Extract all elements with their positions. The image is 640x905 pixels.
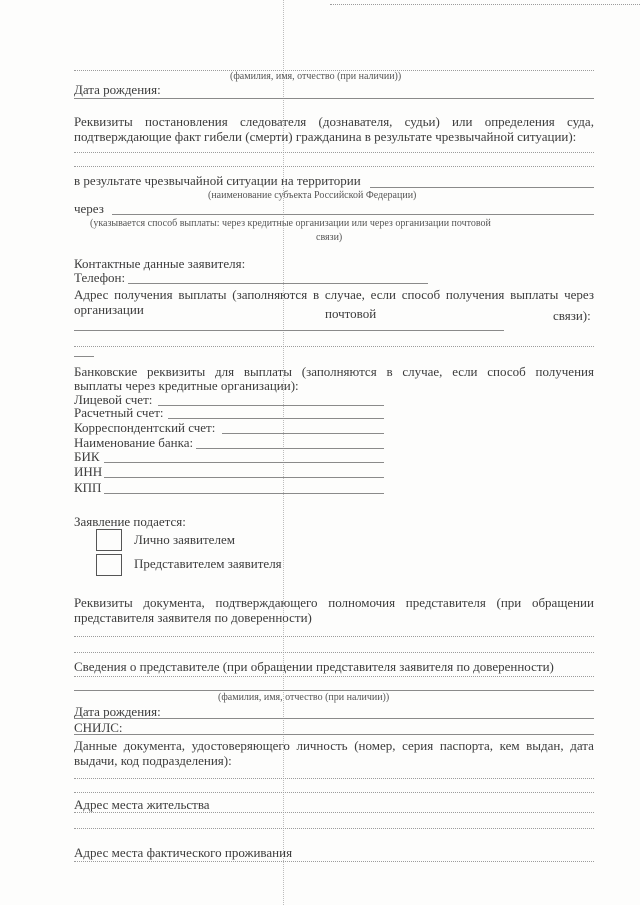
rep-fio-caption: (фамилия, имя, отчество (при наличии)): [218, 692, 390, 703]
inn-label: ИНН: [74, 464, 103, 479]
bank-text-line-1: Банковские реквизиты для выплаты (заполняются в случае, если способ получения: [74, 364, 594, 379]
actual-address-label: Адрес места фактического проживания: [74, 845, 293, 860]
phone-label: Телефон:: [74, 270, 126, 285]
birth-date-field[interactable]: [74, 98, 594, 99]
representative-title: Сведения о представителе (при обращении представителя заявителя по доверенности): [74, 659, 554, 674]
rep-doc-line-2: представителя заявителя по доверенности): [74, 610, 312, 625]
requisites-field-1[interactable]: [74, 152, 594, 153]
rep-fio-field-1[interactable]: [74, 676, 594, 677]
rep-snils-field[interactable]: [74, 734, 594, 735]
payout-address-field-1[interactable]: [74, 330, 504, 331]
requisites-text-line-2: подтверждающие факт гибели (смерти) гражданина в результате чрезвычайной ситуации):: [74, 129, 577, 144]
bank-name-label: Наименование банка:: [74, 435, 194, 450]
personal-checkbox[interactable]: [96, 529, 122, 551]
residence-address-field-1[interactable]: [74, 812, 594, 813]
territory-field[interactable]: [370, 187, 594, 188]
payout-address-field-2[interactable]: [74, 346, 594, 347]
rep-birth-label: Дата рождения:: [74, 704, 161, 719]
actual-address-field[interactable]: [74, 861, 594, 862]
payout-address-line-1: Адрес получения выплаты (заполняются в случае, если способ получения выплаты через: [74, 287, 594, 302]
top-edge-line: [330, 4, 640, 5]
rep-id-field-2[interactable]: [74, 792, 594, 793]
via-caption-2: связи): [316, 232, 343, 243]
rep-fio-field-2[interactable]: [74, 690, 594, 691]
account-label: Лицевой счет:: [74, 392, 153, 407]
payout-address-line-2c: связи):: [553, 308, 591, 323]
phone-field[interactable]: [128, 283, 428, 284]
personal-option-label: Лично заявителем: [134, 532, 235, 547]
rep-doc-line-1: Реквизиты документа, подтверждающего полномочия представителя (при обращении: [74, 595, 594, 610]
representative-checkbox[interactable]: [96, 554, 122, 576]
territory-label: в результате чрезвычайной ситуации на территории: [74, 173, 361, 188]
payout-address-line-2b: почтовой: [325, 306, 377, 321]
bank-text-line-2: выплаты через кредитные организации):: [74, 378, 299, 393]
inn-field[interactable]: [104, 477, 384, 478]
residence-address-label: Адрес места жительства: [74, 797, 210, 812]
kpp-field[interactable]: [104, 493, 384, 494]
rep-id-line-1: Данные документа, удостоверяющего личность (номер, серия паспорта, кем выдан, дата: [74, 738, 594, 753]
rep-doc-field-2[interactable]: [74, 652, 594, 653]
corr-account-field[interactable]: [222, 433, 384, 434]
bik-label: БИК: [74, 449, 100, 464]
submission-title: Заявление подается:: [74, 514, 186, 529]
rep-doc-field-1[interactable]: [74, 636, 594, 637]
settlement-label: Расчетный счет:: [74, 405, 164, 420]
corr-account-label: Корреспондентский счет:: [74, 420, 216, 435]
rep-id-field-1[interactable]: [74, 778, 594, 779]
bik-field[interactable]: [104, 462, 384, 463]
requisites-text-line-1: Реквизиты постановления следователя (дознавателя, судьи) или определения суда,: [74, 114, 594, 129]
rep-birth-field[interactable]: [74, 718, 594, 719]
bank-name-field[interactable]: [196, 448, 384, 449]
birth-date-label: Дата рождения:: [74, 82, 161, 97]
fio-caption: (фамилия, имя, отчество (при наличии)): [230, 71, 402, 82]
via-label: через: [74, 201, 104, 216]
via-field[interactable]: [112, 214, 594, 215]
kpp-label: КПП: [74, 480, 102, 495]
rep-id-line-2: выдачи, код подразделения):: [74, 753, 232, 768]
rep-snils-label: СНИЛС:: [74, 720, 123, 735]
requisites-field-2[interactable]: [74, 166, 594, 167]
account-field[interactable]: [158, 405, 384, 406]
contacts-title: Контактные данные заявителя:: [74, 256, 246, 271]
payout-address-field-3[interactable]: [74, 356, 94, 357]
territory-caption: (наименование субъекта Российской Федерации): [208, 190, 417, 201]
settlement-field[interactable]: [168, 418, 384, 419]
representative-option-label: Представителем заявителя: [134, 556, 282, 571]
residence-address-field-2[interactable]: [74, 828, 594, 829]
via-caption-1: (указывается способ выплаты: через кредитные организации или через организации почтовой: [90, 218, 491, 229]
payout-address-line-2a: организации: [74, 302, 144, 317]
